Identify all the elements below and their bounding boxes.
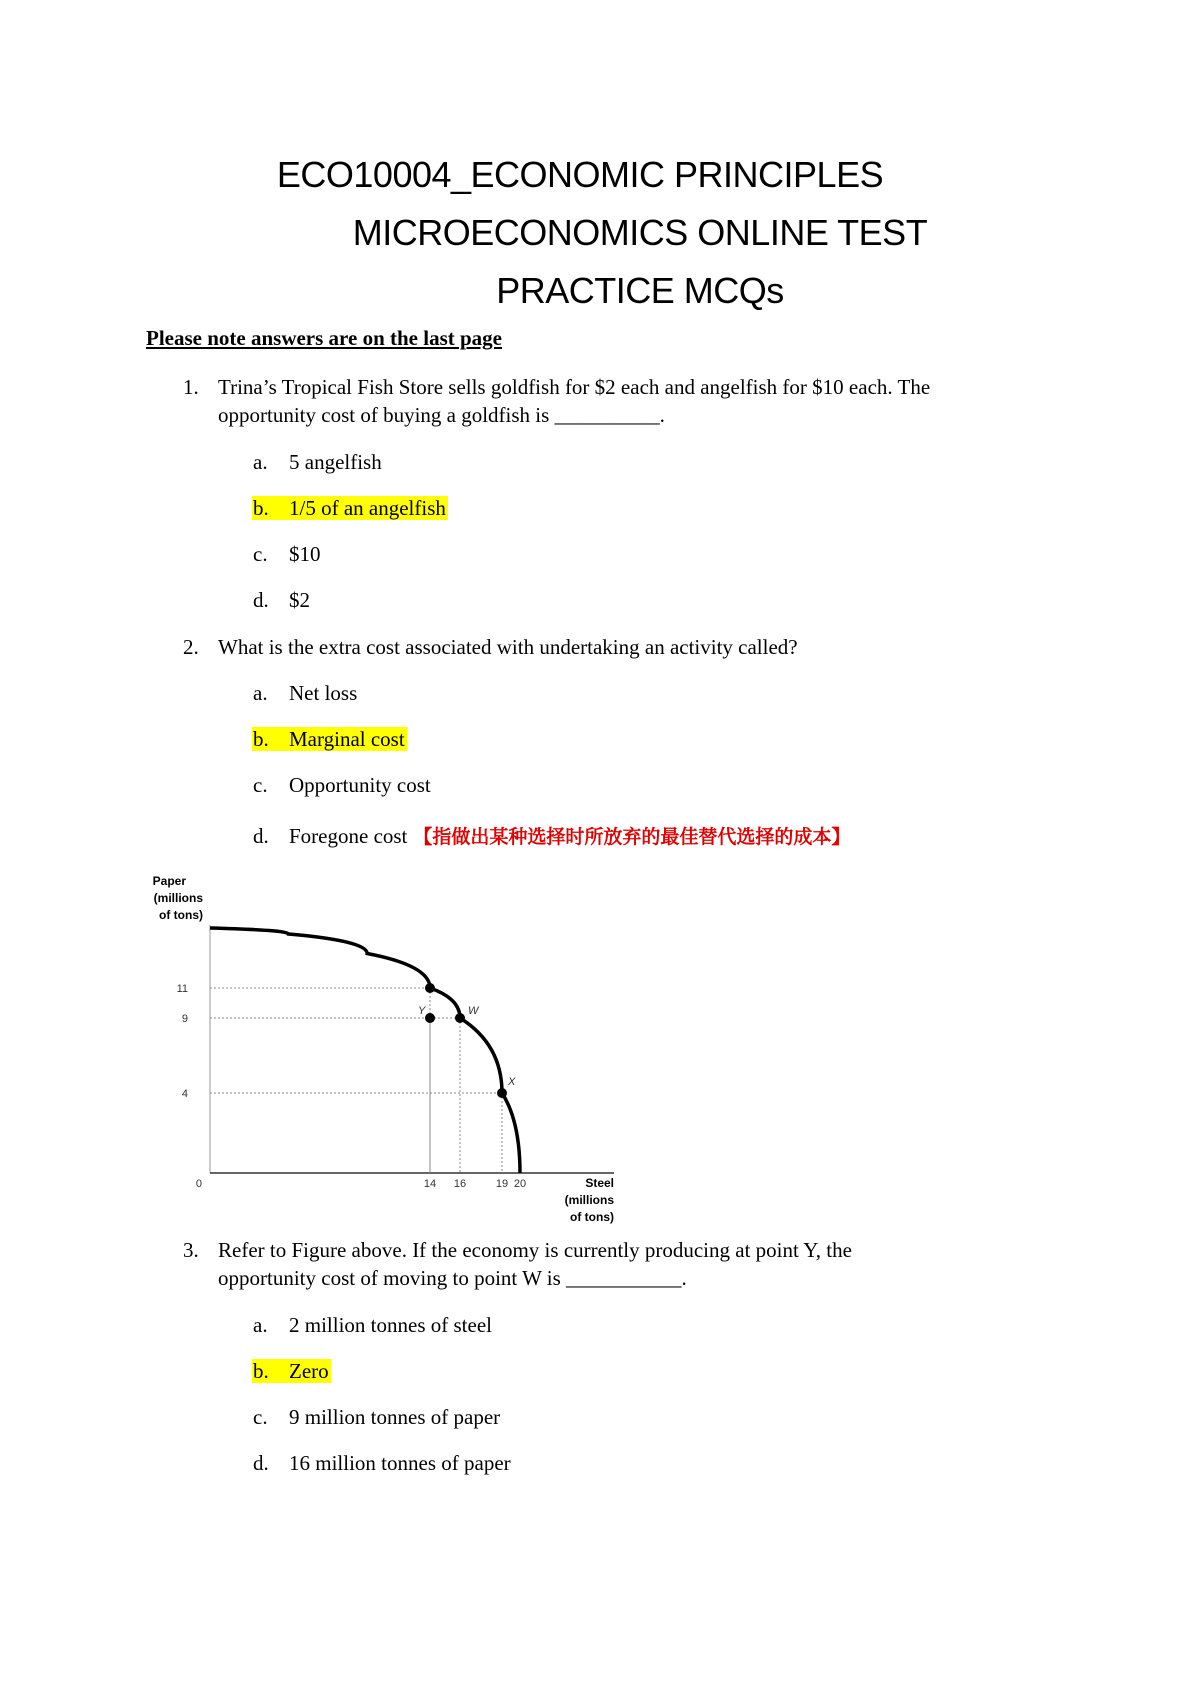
answers-note: Please note answers are on the last page [146, 326, 502, 350]
point-label-w: W [468, 1005, 479, 1017]
option-text: Marginal cost [289, 727, 405, 751]
option-text: 16 million tonnes of paper [289, 1451, 511, 1475]
question-1-text-line2: opportunity cost of buying a goldfish is __________. [218, 403, 665, 427]
option-text: Net loss [289, 681, 358, 705]
x-axis-label-1: Steel [585, 1176, 614, 1190]
data-point-w [455, 1013, 465, 1023]
option-1d[interactable] [253, 586, 310, 614]
option-2d[interactable] [253, 822, 850, 851]
practice-title: PRACTICE MCQs [496, 270, 784, 311]
option-text: Foregone cost [289, 824, 408, 848]
option-2b[interactable] [253, 725, 407, 753]
option-text: 2 million tonnes of steel [289, 1313, 492, 1337]
option-letter: b. [253, 1359, 269, 1383]
option-letter: d. [253, 824, 269, 848]
x-tick-label: 20 [513, 1178, 527, 1190]
y-tick-label: 4 [181, 1088, 188, 1100]
chinese-annotation: 【指做出某种选择时所放弃的最佳替代选择的成本】 [413, 826, 851, 848]
option-letter: d. [253, 1451, 269, 1475]
option-letter: a. [253, 450, 268, 474]
option-1a[interactable] [253, 448, 382, 476]
option-text: Opportunity cost [289, 773, 431, 797]
option-text: Zero [289, 1359, 329, 1383]
option-letter: c. [253, 773, 268, 797]
question-1-text-line1: Trina’s Tropical Fish Store sells goldfish for $2 each and angelfish for $10 each. The [218, 375, 931, 399]
question-3-text-line1: Refer to Figure above. If the economy is currently producing at point Y, the [218, 1238, 852, 1262]
data-point-y [425, 1013, 435, 1023]
option-2c[interactable] [253, 771, 431, 799]
data-point [425, 983, 435, 993]
question-number: 1. [183, 375, 199, 399]
option-letter: b. [253, 727, 269, 751]
option-2a[interactable] [253, 679, 357, 707]
question-number: 3. [183, 1238, 199, 1262]
option-1b[interactable] [253, 494, 448, 522]
option-text: 9 million tonnes of paper [289, 1405, 501, 1429]
y-tick-label: 9 [181, 1013, 188, 1025]
option-letter: c. [253, 1405, 268, 1429]
question-number: 2. [183, 635, 199, 659]
y-axis-label-2: (millions [153, 891, 203, 905]
option-text: 5 angelfish [289, 450, 382, 474]
option-3d[interactable] [253, 1449, 511, 1477]
origin-label: 0 [195, 1178, 202, 1190]
test-title: MICROECONOMICS ONLINE TEST [352, 212, 928, 253]
x-tick-label: 14 [423, 1178, 437, 1190]
option-letter: d. [253, 588, 269, 612]
ppf-curve [210, 928, 520, 1173]
option-text: $10 [289, 542, 321, 566]
y-tick-label: 11 [176, 983, 188, 995]
point-label-x: X [508, 1076, 516, 1088]
y-axis-label-1: Paper [152, 874, 186, 888]
ppf-chart [130, 865, 620, 1225]
point-label-y: Y [418, 1005, 426, 1017]
option-3a[interactable] [253, 1311, 492, 1339]
option-1c[interactable] [253, 540, 321, 568]
option-3c[interactable] [253, 1403, 500, 1431]
x-axis-label-3: of tons) [570, 1210, 614, 1224]
option-text: $2 [289, 588, 310, 612]
option-text: 1/5 of an angelfish [289, 496, 446, 520]
question-2-text: What is the extra cost associated with undertaking an activity called? [218, 635, 798, 659]
option-3b[interactable] [253, 1357, 331, 1385]
x-tick-label: 16 [453, 1178, 467, 1190]
option-letter: b. [253, 496, 269, 520]
x-axis-label-2: (millions [564, 1193, 614, 1207]
ppf-figure [130, 865, 620, 1225]
course-title: ECO10004_ECONOMIC PRINCIPLES [276, 154, 884, 195]
option-letter: a. [253, 1313, 268, 1337]
x-tick-label: 19 [495, 1178, 509, 1190]
question-3-text-line2: opportunity cost of moving to point W is ___________. [218, 1266, 687, 1290]
option-letter: a. [253, 681, 268, 705]
option-letter: c. [253, 542, 268, 566]
data-point-x [497, 1088, 507, 1098]
y-axis-label-3: of tons) [159, 908, 203, 922]
